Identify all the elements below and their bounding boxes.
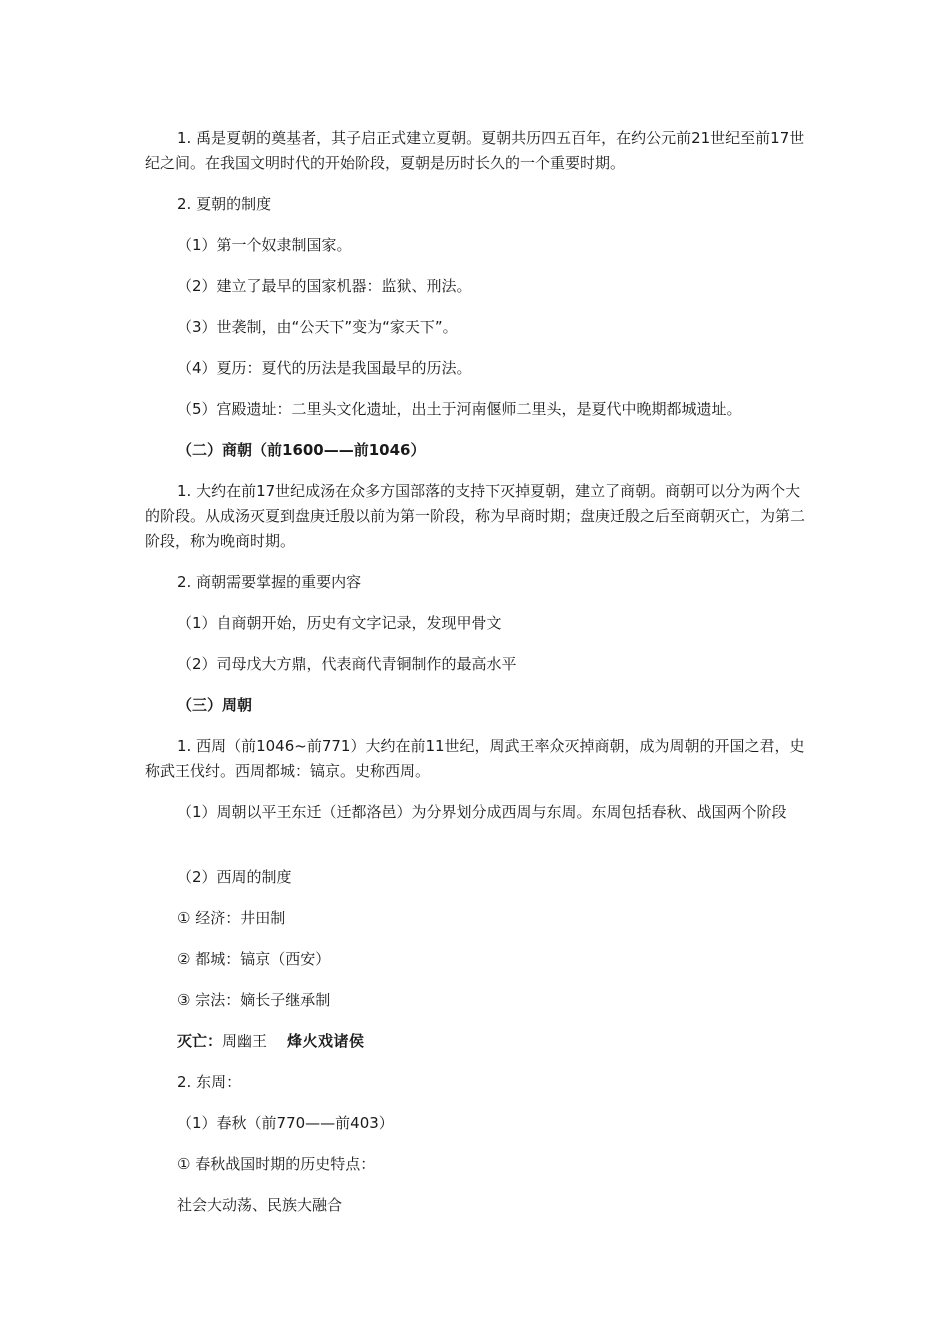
paragraph-period-features: ① 春秋战国时期的历史特点： xyxy=(177,1155,376,1173)
paragraph-xia-item-3: （3）世袭制，由“公天下”变为“家天下”。 xyxy=(177,318,458,336)
fall-event: 烽火戏诸侯 xyxy=(287,1032,365,1050)
paragraph-xia-item-4: （4）夏历：夏代的历法是我国最早的历法。 xyxy=(177,359,472,377)
paragraph-shang-founding: 1. 大约在前17世纪成汤在众多方国部落的支持下灭掉夏朝，建立了商朝。商朝可以分为两个大的阶段。从成汤灭夏到盘庚迁殷以前为第一阶段，称为早商时期；盘庚迁殷之后至商朝灭亡，为第二阶段，称为晚商时期。 xyxy=(145,482,806,550)
paragraph-capital: ② 都城：镐京（西安） xyxy=(177,950,331,968)
paragraph-zhou-division: （1）周朝以平王东迁（迁都洛邑）为分界划分成西周与东周。东周包括春秋、战国两个阶段 xyxy=(177,803,787,821)
paragraph-features-summary: 社会大动荡、民族大融合 xyxy=(177,1196,343,1214)
paragraph-western-zhou-system: （2）西周的制度 xyxy=(177,868,292,886)
paragraph-xia-item-1: （1）第一个奴隶制国家。 xyxy=(177,236,352,254)
paragraph-shang-item-1: （1）自商朝开始，历史有文字记录，发现甲骨文 xyxy=(177,614,502,632)
paragraph-fall xyxy=(145,1029,810,1054)
paragraph-xia-item-2: （2）建立了最早的国家机器：监狱、刑法。 xyxy=(177,277,472,295)
paragraph-xia-item-5: （5）宫殿遗址：二里头文化遗址，出土于河南偃师二里头，是夏代中晚期都城遗址。 xyxy=(177,400,742,418)
paragraph-xia-founding: 1. 禹是夏朝的奠基者，其子启正式建立夏朝。夏朝共历四五百年，在约公元前21世纪至前17世纪之间。在我国文明时代的开始阶段，夏朝是历时长久的一个重要时期。 xyxy=(145,129,805,172)
paragraph-xia-system-heading: 2. 夏朝的制度 xyxy=(177,195,272,213)
paragraph-spring-autumn: （1）春秋（前770——前403） xyxy=(177,1114,394,1132)
paragraph-economy: ① 经济：井田制 xyxy=(177,909,286,927)
section-heading-shang: （二）商朝（前1600——前1046） xyxy=(177,441,426,459)
paragraph-eastern-zhou: 2. 东周： xyxy=(177,1073,242,1091)
paragraph-clan-law: ③ 宗法：嫡长子继承制 xyxy=(177,991,331,1009)
paragraph-shang-key-heading: 2. 商朝需要掌握的重要内容 xyxy=(177,573,362,591)
fall-king: 周幽王 xyxy=(222,1032,268,1050)
paragraph-shang-item-2: （2）司母戊大方鼎，代表商代青铜制作的最高水平 xyxy=(177,655,517,673)
section-heading-zhou: （三）周朝 xyxy=(177,696,253,714)
paragraph-western-zhou: 1. 西周（前1046~前771）大约在前11世纪，周武王率众灭掉商朝，成为周朝的开国之君，史称武王伐纣。西周都城：镐京。史称西周。 xyxy=(145,737,805,780)
fall-label: 灭亡： xyxy=(177,1032,223,1050)
